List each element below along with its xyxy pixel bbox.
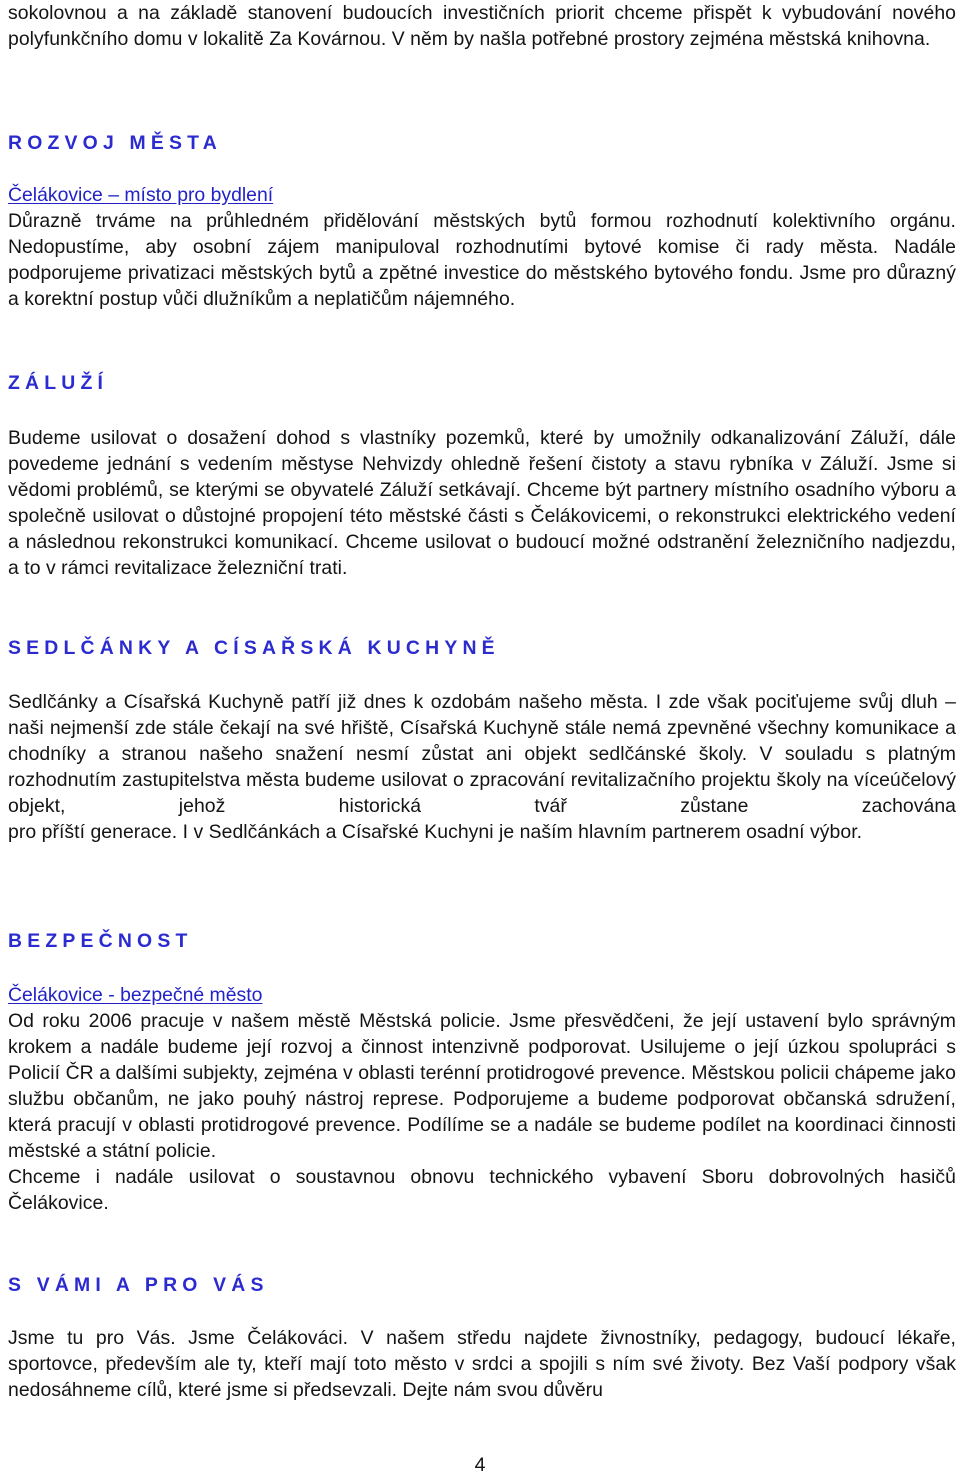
sedlcanky-paragraph-1: Sedlčánky a Císařská Kuchyně patří již dnes k ozdobám našeho města. I zde však pociťujeme svůj dluh – naši nejmenší zde stále čekají na své hřiště, Císařská Kuchyně stále nemá zpevněné všechny komunikace a chodníky a stranou našeho snažení nesmí zůstat ani objekt sedlčánské školy. V souladu s platným rozhodnutím zastupitelstva města budeme usilovat o zpracování revitalizačního projektu školy na víceúčelový objekt, jehož historická tvář zůstane zachována: [8, 691, 956, 817]
heading-rozvoj-mesta: ROZVOJ MĚSTA: [8, 132, 222, 154]
section-rozvoj: [8, 130, 956, 156]
section-bezpecnost-body: [8, 982, 956, 1216]
section-s-vami: [8, 1272, 956, 1298]
bezpecnost-paragraph-1: Od roku 2006 pracuje v našem městě Městská policie. Jsme přesvědčeni, že její ustavení bylo správným krokem a nadále budeme její rozvoj a činnost intenzivně podporovat. Usilujeme o její úzkou spolupráci s Policií ČR a dalšími subjekty, zejména v oblasti terénní protidrogové prevence. Městskou policii chápeme jako službu občanům, ne jako pouhý nástroj represe. Podporujeme a budeme podporovat občanská sdružení, která pracují v oblasti protidrogové prevence. Podílíme se a nadále se budeme podílet na koordinaci činnosti městské a státní policie.: [8, 1010, 956, 1162]
heading-zaluzi: ZÁLUŽÍ: [8, 372, 109, 394]
intro-section: [8, 0, 956, 52]
zaluzi-paragraph: Budeme usilovat o dosažení dohod s vlastníky pozemků, které by umožnily odkanalizování Záluží, dále povedeme jednání s vedením městyse Nehvizdy ohledně řešení čistoty a stavu rybníka v Záluží. Jsme si vědomi problémů, se kterými se obyvatelé Záluží setkávají. Chceme být partnery místního osadního výboru a společně usilovat o důstojné propojení této městské části s Čelákovicemi, o rekonstrukci elektrického vedení a následnou rekonstrukci komunikací. Chceme usilovat o budoucí možné odstranění železničního nadjezdu, a to v rámci revitalizace železniční trati.: [8, 427, 956, 579]
section-sedlcanky: [8, 635, 956, 661]
heading-sedlcanky: SEDLČÁNKY A CÍSAŘSKÁ KUCHYNĚ: [8, 637, 500, 659]
subheading-bezpecne-mesto: Čelákovice - bezpečné město: [8, 984, 263, 1006]
bezpecnost-paragraph-2: Chceme i nadále usilovat o soustavnou obnovu technického vybavení Sboru dobrovolných hasičů Čelákovice.: [8, 1166, 956, 1214]
page-number: 4: [474, 1454, 486, 1476]
sedlcanky-paragraph-2: pro příští generace. I v Sedlčánkách a Císařské Kuchyni je naším hlavním partnerem osadní výbor.: [8, 821, 863, 843]
heading-bezpecnost: BEZPEČNOST: [8, 930, 193, 952]
rozvoj-paragraph: Důrazně trváme na průhledném přidělování městských bytů formou rozhodnutí kolektivního orgánu. Nedopustíme, aby osobní zájem manipuloval rozhodnutími bytové komise či rady města. Nadále podporujeme privatizaci městských bytů a zpětné investice do městského bytového fondu. Jsme pro důrazný a korektní postup vůči dlužníkům a neplatičům nájemného.: [8, 210, 956, 310]
heading-s-vami-a-pro-vas: S VÁMI A PRO VÁS: [8, 1274, 269, 1296]
section-zaluzi: [8, 370, 956, 396]
section-sedlcanky-body: [8, 689, 956, 845]
section-bezpecnost: [8, 928, 956, 954]
subheading-misto-pro-bydleni: Čelákovice – místo pro bydlení: [8, 184, 274, 206]
s-vami-paragraph: Jsme tu pro Vás. Jsme Čelákováci. V našem středu najdete živnostníky, pedagogy, budoucí lékaře, sportovce, především ale ty, kteří mají toto město v srdci a spojili s ním své životy. Bez Vaší podpory však nedosáhneme cílů, které jsme si předsevzali. Dejte nám svou důvěru: [8, 1327, 956, 1401]
intro-paragraph: sokolovnou a na základě stanovení budoucích investičních priorit chceme přispět k vybudování nového polyfunkčního domu v lokalitě Za Kovárnou. V něm by našla potřebné prostory zejména městská knihovna.: [8, 2, 956, 50]
section-zaluzi-body: [8, 425, 956, 581]
section-rozvoj-body: [8, 182, 956, 312]
section-s-vami-body: [8, 1325, 956, 1403]
